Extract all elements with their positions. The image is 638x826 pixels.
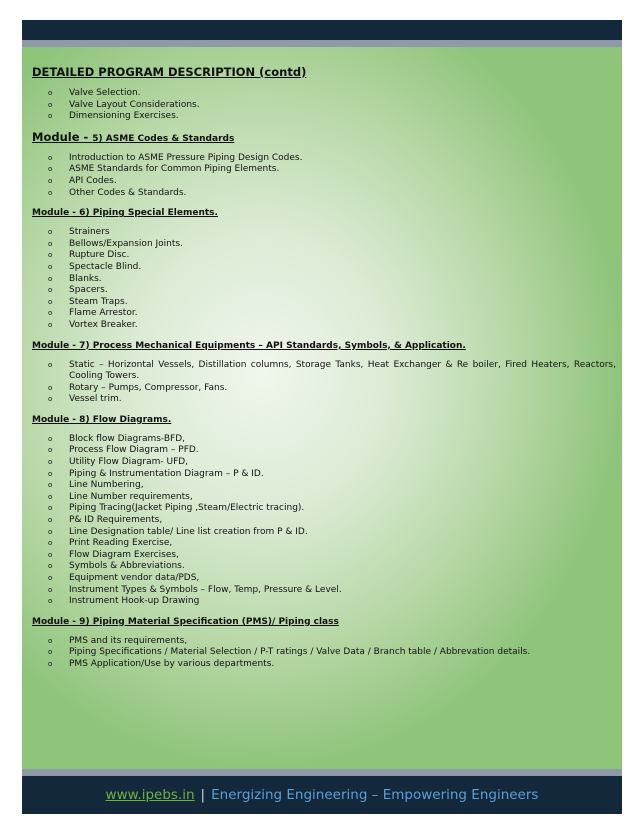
document-content (32, 65, 616, 671)
list-item-text: Strainers (69, 227, 110, 238)
list-item (32, 469, 616, 481)
bullet-icon: o (48, 89, 53, 97)
bullet-icon: o (48, 516, 53, 525)
footer-divider (22, 769, 622, 776)
list-item-text: Line Designation table/ Line list creation from P & ID. (69, 526, 308, 537)
bullet-icon: o (48, 228, 53, 237)
module-title: Module - 6) Piping Special Elements. (32, 208, 218, 219)
module-heading (32, 616, 616, 628)
footer-tagline: Energizing Engineering – Empowering Engineers (211, 787, 539, 803)
bullet-icon: o (48, 574, 53, 582)
bullet-icon: o (48, 446, 53, 455)
bullet-icon: o (48, 100, 53, 109)
list-item (32, 659, 616, 671)
bullet-icon: o (48, 469, 53, 478)
website-link[interactable]: www.ipebs.in (105, 787, 195, 803)
bullet-icon: o (48, 239, 53, 248)
bullet-icon: o (48, 550, 53, 559)
bullet-icon: o (48, 636, 53, 645)
list-item-text: Instrument Hook-up Drawing (69, 596, 200, 607)
list-item (32, 636, 616, 648)
list-item-text: Other Codes & Standards. (69, 187, 187, 198)
bullet-icon: o (48, 659, 53, 668)
module-title: Module - 7) Process Mechanical Equipments – API Standards, Symbols, & Application. (32, 340, 466, 351)
list-item (32, 111, 616, 123)
list-item (32, 538, 616, 550)
list-item (32, 274, 616, 286)
module-item-list (32, 636, 616, 671)
list-item-text: PMS and its requirements, (69, 635, 188, 646)
bullet-icon: o (48, 360, 53, 369)
list-item (32, 227, 616, 239)
page-title: DETAILED PROGRAM DESCRIPTION (contd) (32, 65, 307, 79)
list-item (32, 573, 616, 585)
list-item (32, 394, 616, 406)
list-item (32, 550, 616, 562)
list-item (32, 285, 616, 297)
list-item (32, 561, 616, 573)
list-item-text: Spacers. (69, 285, 108, 296)
bullet-icon: o (48, 286, 53, 295)
footer-bar (22, 776, 622, 814)
list-item-text: Rotary – Pumps, Compressor, Fans. (69, 382, 228, 393)
module-heading (32, 207, 616, 219)
header-divider (22, 40, 622, 47)
list-item (32, 153, 616, 165)
bullet-icon: o (48, 297, 53, 306)
list-item (32, 457, 616, 469)
list-item-text: Static – Horizontal Vessels, Distillation columns, Storage Tanks, Heat Exchanger & Re boiler, Fired Heaters, Reactors, Cooling Towers. (69, 359, 616, 382)
bullet-icon: o (48, 251, 53, 260)
module-heading (32, 340, 616, 352)
bullet-icon: o (48, 458, 53, 467)
list-item (32, 585, 616, 597)
list-item-text: P& ID Requirements, (69, 515, 163, 526)
module-prefix: Module - (32, 129, 93, 144)
list-item-text: Dimensioning Exercises. (69, 111, 179, 122)
module-title: Module - 8) Flow Diagrams. (32, 414, 172, 425)
list-item-text: Spectacle Blind. (69, 261, 142, 272)
module-item-list (32, 153, 616, 199)
list-item-text: Piping Specifications / Material Selection / P-T ratings / Valve Data / Branch table / Abbrevation details. (69, 647, 531, 658)
bullet-icon: o (48, 309, 53, 318)
bullet-icon: o (48, 585, 53, 594)
list-item (32, 480, 616, 492)
bullet-icon: o (48, 504, 53, 513)
list-item-text: PMS Application/Use by various departments. (69, 658, 275, 669)
document-page (22, 47, 622, 769)
list-item-text: Line Number requirements, (69, 491, 193, 502)
list-item-text: Introduction to ASME Pressure Piping Design Codes. (69, 152, 303, 163)
bullet-icon: o (48, 383, 53, 392)
list-item-text: Blanks. (69, 273, 102, 284)
list-item-text: Valve Selection. (69, 88, 141, 98)
bullet-icon: o (48, 274, 53, 283)
list-item (32, 647, 616, 659)
intro-list (32, 88, 616, 123)
list-item-text: Piping & Instrumentation Diagram – P & ID. (69, 468, 264, 479)
list-item-text: Vortex Breaker. (69, 319, 138, 330)
list-item (32, 164, 616, 176)
bullet-icon: o (48, 112, 53, 121)
list-item (32, 239, 616, 251)
list-item (32, 262, 616, 274)
list-item-text: Equipment vendor data/PDS, (69, 573, 200, 583)
module-title: 5) ASME Codes & Standards (92, 133, 235, 144)
list-item-text: Block flow Diagrams-BFD, (69, 433, 185, 444)
list-item (32, 320, 616, 332)
list-item (32, 383, 616, 395)
header-band (22, 20, 622, 40)
list-item (32, 188, 616, 200)
list-item (32, 360, 616, 383)
list-item-text: Piping Tracing(Jacket Piping ,Steam/Electric tracing). (69, 503, 305, 514)
bullet-icon: o (48, 597, 53, 606)
bullet-icon: o (48, 395, 53, 404)
bullet-icon: o (48, 481, 53, 490)
list-item (32, 250, 616, 262)
bullet-icon: o (48, 153, 53, 162)
bullet-icon: o (48, 262, 53, 271)
list-item (32, 503, 616, 515)
list-item (32, 88, 616, 100)
list-item-text: Flame Arrestor. (69, 308, 138, 319)
module-item-list (32, 227, 616, 331)
module-title: Module - 9) Piping Material Specification (PMS)/ Piping class (32, 616, 339, 627)
list-item (32, 445, 616, 457)
list-item (32, 492, 616, 504)
module-heading (32, 414, 616, 426)
list-item (32, 297, 616, 309)
module-item-list (32, 434, 616, 608)
list-item-text: Steam Traps. (69, 296, 128, 307)
list-item-text: API Codes. (69, 175, 117, 186)
list-item-text: ASME Standards for Common Piping Elements. (69, 164, 280, 175)
list-item-text: Instrument Types & Symbols – Flow, Temp, Pressure & Level. (69, 584, 342, 595)
list-item (32, 176, 616, 188)
list-item-text: Symbols & Abbreviations. (69, 561, 185, 572)
list-item-text: Bellows/Expansion Joints. (69, 238, 183, 249)
bullet-icon: o (48, 648, 53, 657)
module-item-list (32, 360, 616, 406)
list-item-text: Line Numbering, (69, 480, 144, 491)
bullet-icon: o (48, 434, 53, 443)
list-item (32, 596, 616, 608)
bullet-icon: o (48, 188, 53, 197)
list-item-text: Process Flow Diagram – PFD. (69, 445, 199, 456)
list-item (32, 434, 616, 446)
list-item (32, 515, 616, 527)
list-item-text: Valve Layout Considerations. (69, 99, 200, 110)
modules-container (32, 131, 616, 671)
bullet-icon: o (48, 176, 53, 185)
list-item-text: Vessel trim. (69, 394, 122, 405)
footer-separator: | (200, 787, 206, 803)
list-item-text: Rupture Disc. (69, 250, 130, 261)
list-item (32, 308, 616, 320)
module-heading (32, 131, 616, 145)
list-item (32, 527, 616, 539)
bullet-icon: o (48, 527, 53, 536)
list-item-text: Print Reading Exercise, (69, 538, 173, 549)
list-item-text: Flow Diagram Exercises, (69, 549, 179, 560)
list-item-text: Utility Flow Diagram- UFD, (69, 457, 189, 468)
list-item (32, 100, 616, 112)
bullet-icon: o (48, 562, 53, 571)
bullet-icon: o (48, 539, 53, 548)
bullet-icon: o (48, 165, 53, 174)
bullet-icon: o (48, 320, 53, 329)
bullet-icon: o (48, 492, 53, 501)
